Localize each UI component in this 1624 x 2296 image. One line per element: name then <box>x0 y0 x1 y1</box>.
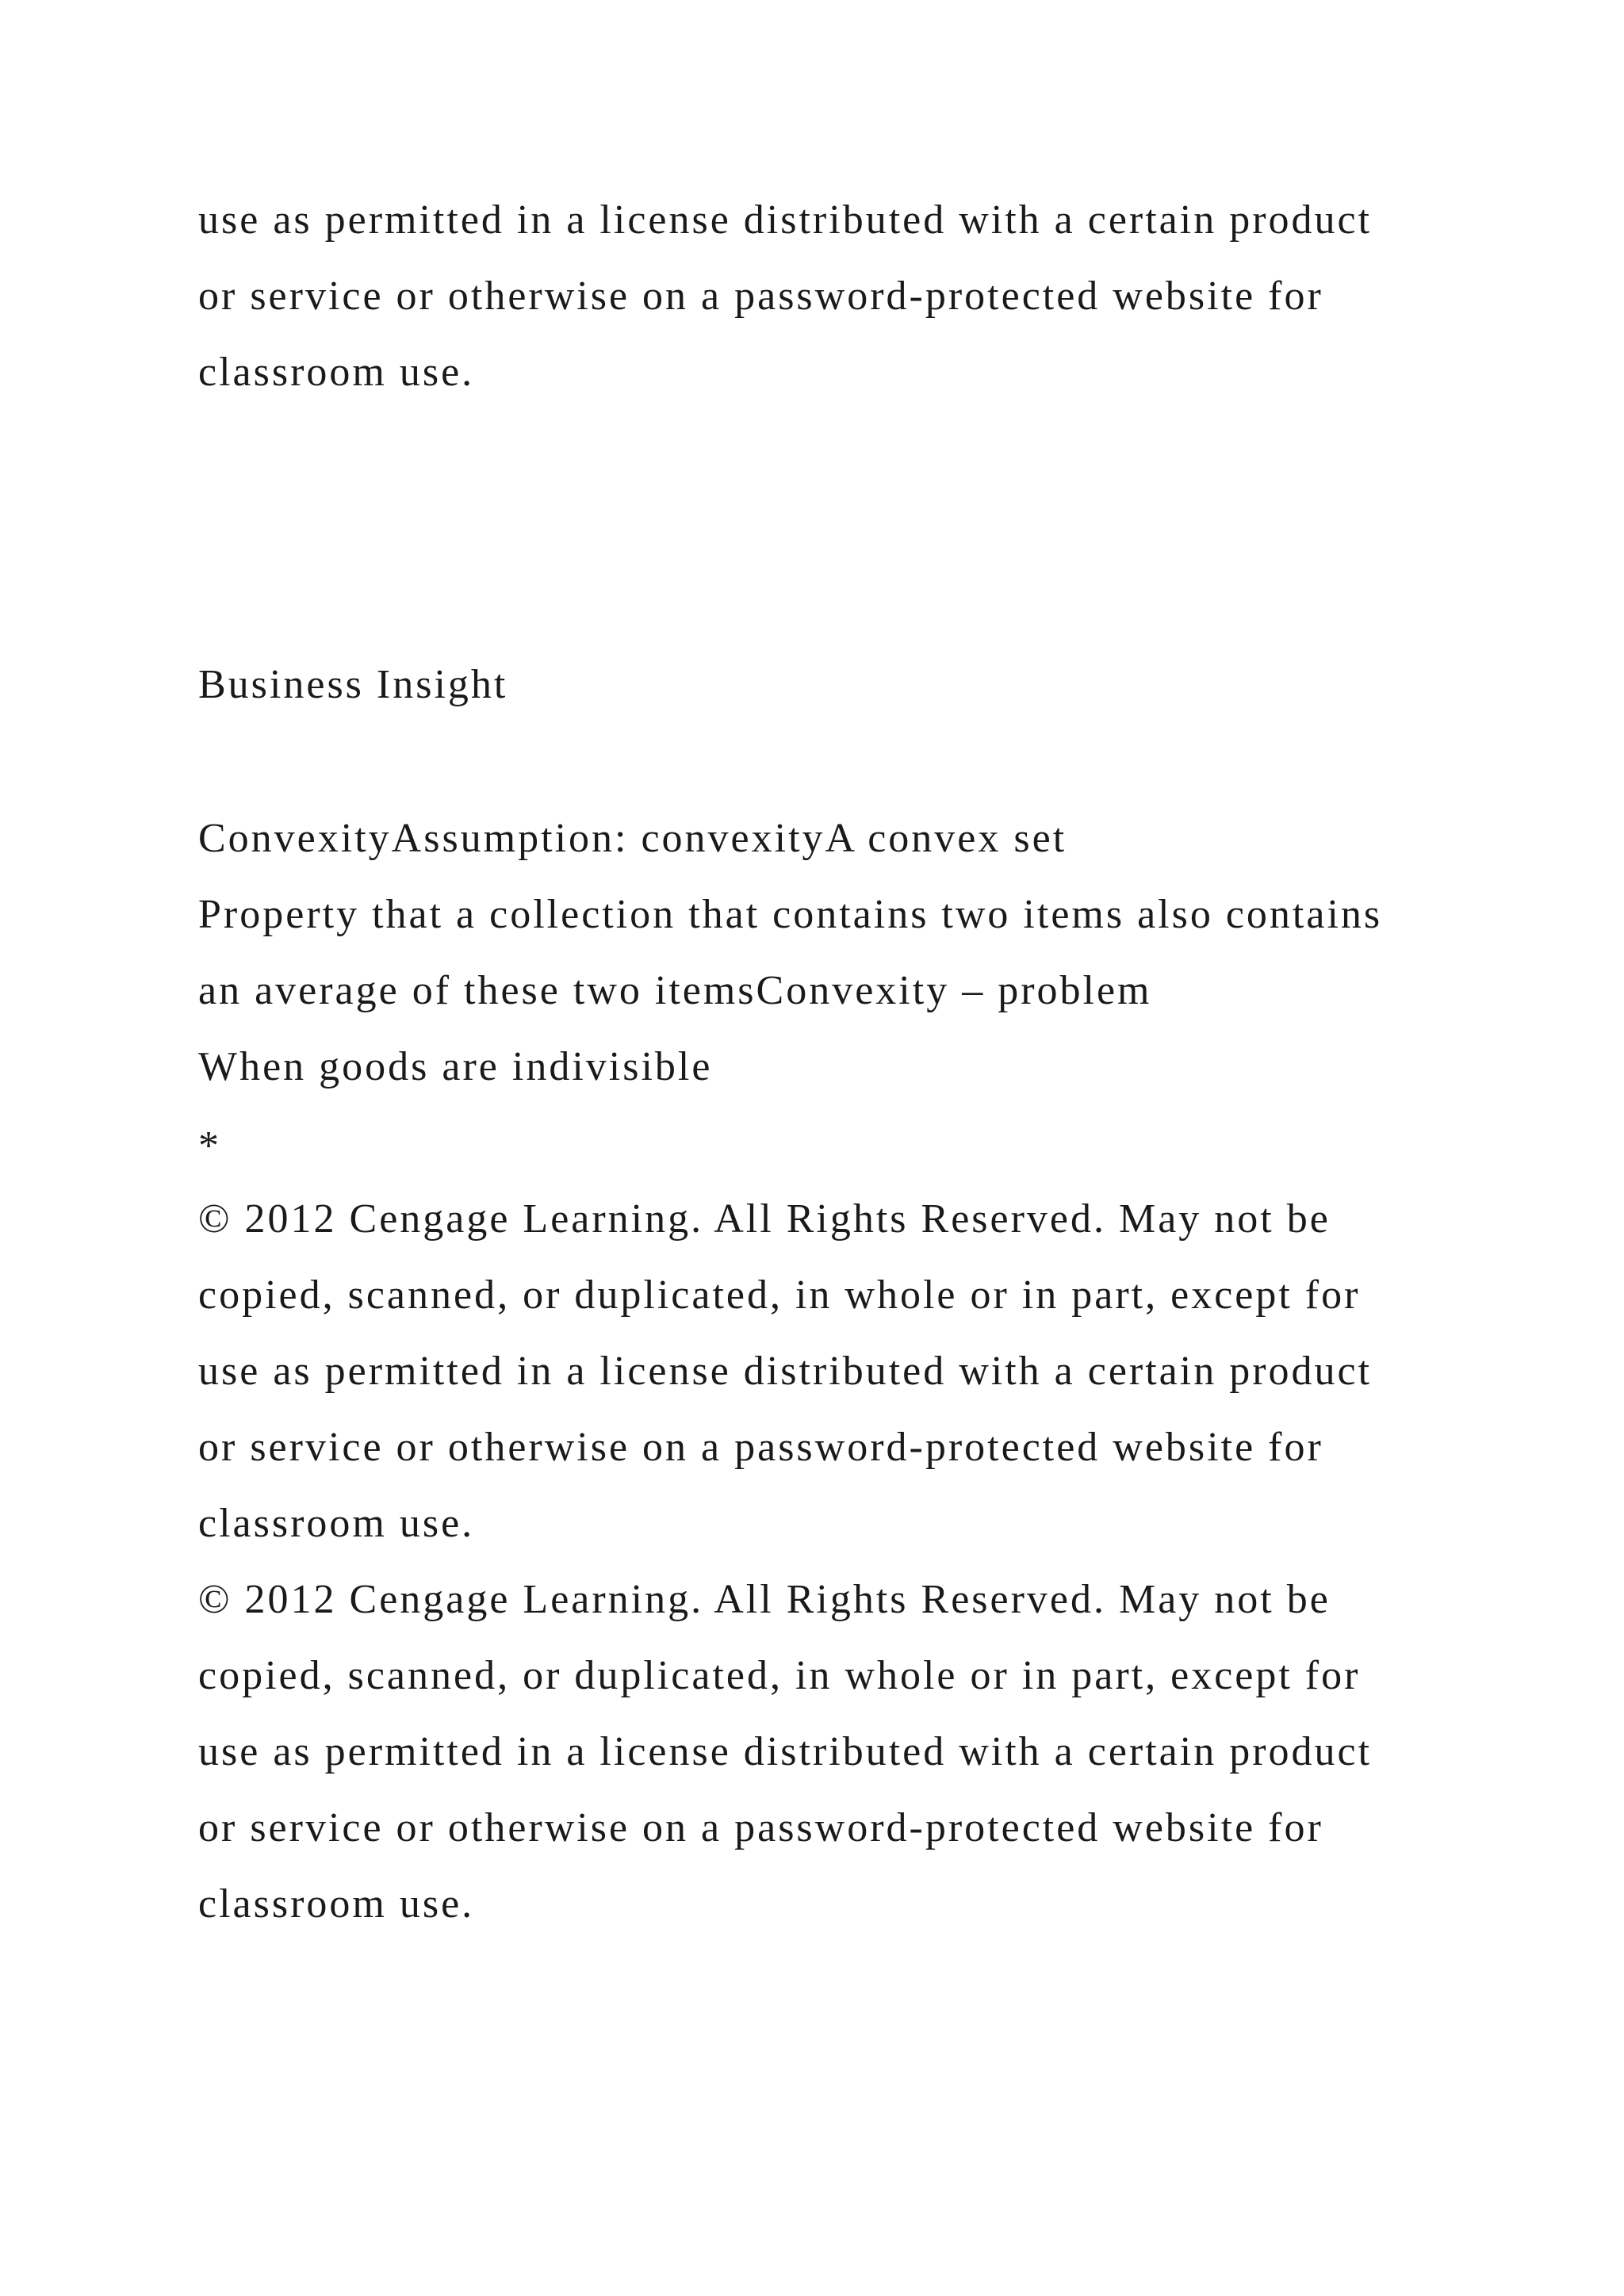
text-line: copied, scanned, or duplicated, in whole or in part, except for <box>198 1653 1361 1698</box>
text-line: copied, scanned, or duplicated, in whole or in part, except for <box>198 1272 1361 1318</box>
copyright-line: © 2012 Cengage Learning. All Rights Reserved. May not be <box>198 1577 1331 1622</box>
text-line: an average of these two itemsConvexity – problem <box>198 968 1152 1013</box>
text-line: or service or otherwise on a password-protected website for <box>198 1805 1323 1850</box>
text-line: or service or otherwise on a password-protected website for <box>198 1425 1323 1470</box>
text-line: Property that a collection that contains two items also contains <box>198 892 1383 937</box>
text-line: use as permitted in a license distributed with a certain product <box>198 1349 1373 1394</box>
text-line: use as permitted in a license distributed with a certain product <box>198 197 1373 243</box>
text-line: ConvexityAssumption: convexityA convex set <box>198 816 1067 861</box>
text-line: classroom use. <box>198 1501 475 1546</box>
section-heading: Business Insight <box>198 662 508 707</box>
text-line: or service or otherwise on a password-protected website for <box>198 274 1323 319</box>
copyright-line: © 2012 Cengage Learning. All Rights Reserved. May not be <box>198 1196 1331 1242</box>
asterisk-marker: * <box>198 1123 221 1169</box>
text-line: classroom use. <box>198 350 475 395</box>
text-line: use as permitted in a license distributed with a certain product <box>198 1729 1373 1774</box>
text-line: classroom use. <box>198 1881 475 1927</box>
text-line: When goods are indivisible <box>198 1044 713 1089</box>
